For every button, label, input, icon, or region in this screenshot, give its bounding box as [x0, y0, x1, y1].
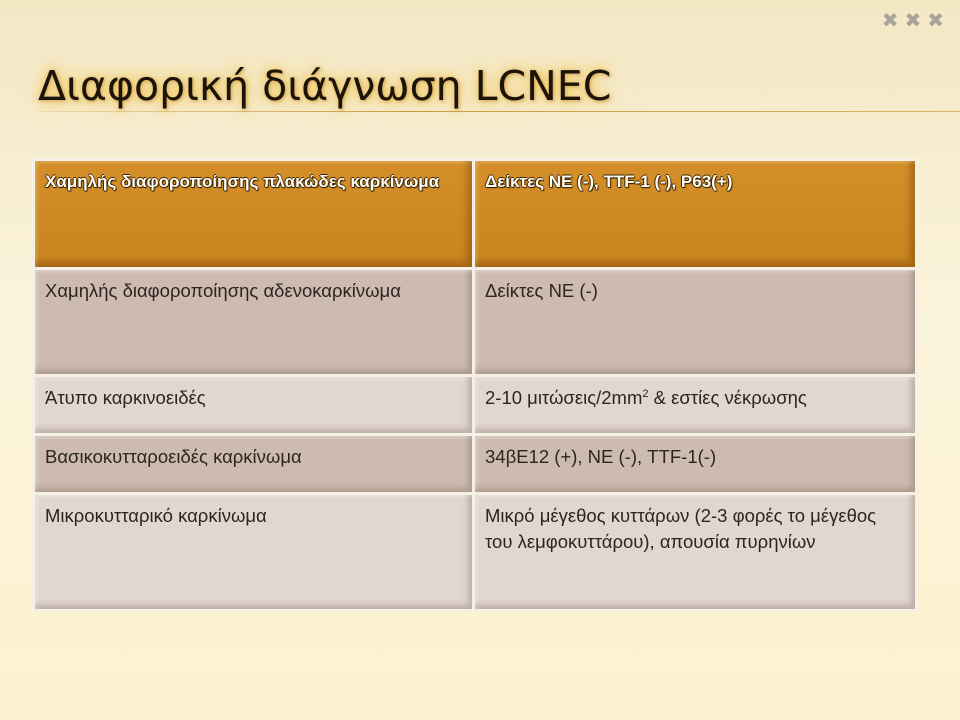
title-area	[38, 62, 960, 122]
slide-title: Διαφορική διάγνωση LCNEC	[38, 62, 612, 110]
table-row	[32, 374, 918, 433]
table-cell: Βασικοκυτταροειδές καρκίνωμα	[32, 433, 475, 495]
header-cell-left: Χαμηλής διαφοροποίησης πλακώδες καρκίνωμα	[32, 158, 475, 270]
necrosis-text: & εστίες νέκρωσης	[648, 387, 807, 408]
table-cell: Άτυπο καρκινοειδές	[32, 374, 475, 436]
mitosis-text: 2-10 μιτώσεις/2mm	[485, 387, 643, 408]
diagnosis-table	[32, 158, 918, 609]
corner-decoration: ✖✖✖	[881, 8, 950, 32]
table-cell: Μικροκυτταρικό καρκίνωμα	[32, 492, 475, 612]
table-cell: 34βΕ12 (+), ΝΕ (-), TTF-1(-)	[472, 433, 918, 495]
table-row	[32, 492, 918, 609]
superscript: 2	[642, 387, 649, 400]
table-cell	[472, 374, 918, 436]
table-cell: Δείκτες ΝΕ (-)	[472, 267, 918, 377]
table-row	[32, 267, 918, 374]
table-cell: Μικρό μέγεθος κυττάρων (2-3 φορές το μέγεθος του λεμφοκυττάρου), απουσία πυρηνίων	[472, 492, 918, 612]
table-cell: Χαμηλής διαφοροποίησης αδενοκαρκίνωμα	[32, 267, 475, 377]
title-underline	[38, 111, 960, 112]
table-row	[32, 433, 918, 492]
table-header-row	[32, 158, 918, 267]
header-cell-right: Δείκτες ΝΕ (-), TTF-1 (-), P63(+)	[472, 158, 918, 270]
